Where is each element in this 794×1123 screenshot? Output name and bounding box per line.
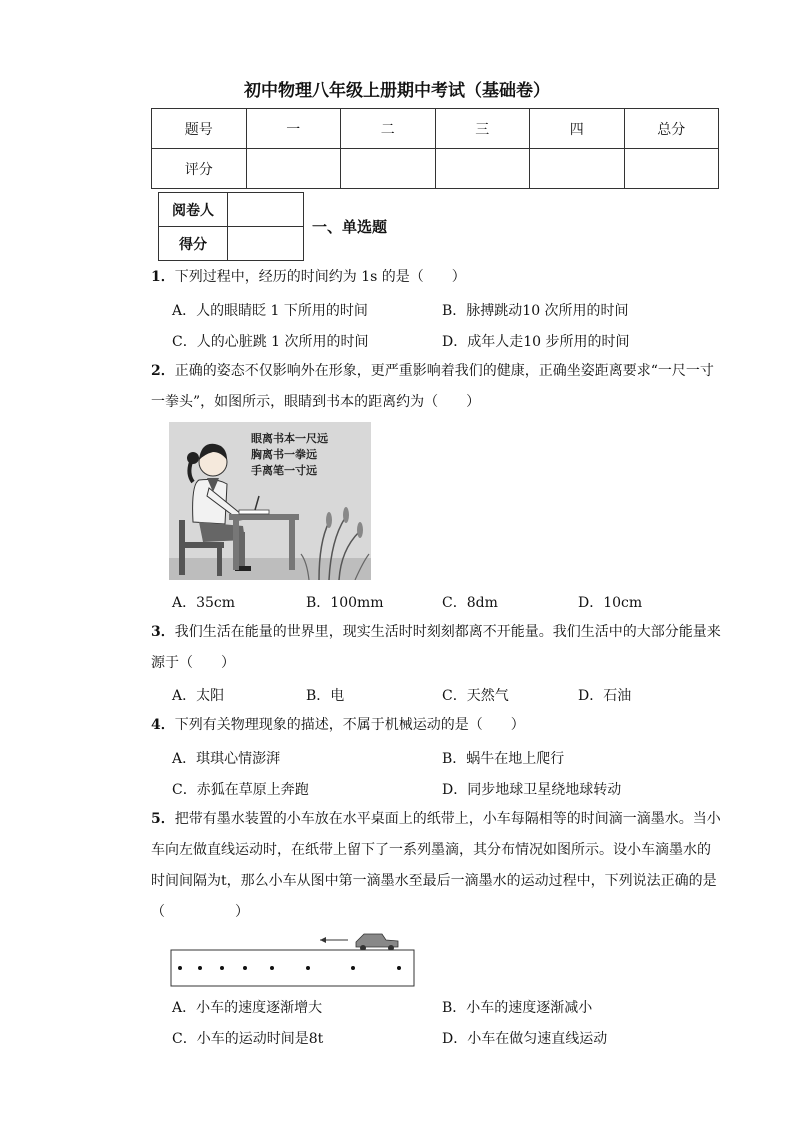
question-3 — [151, 617, 721, 679]
question-4 — [151, 710, 721, 741]
question-1 — [151, 262, 721, 293]
question-5 — [151, 804, 721, 928]
score-header-cell: 三 — [435, 109, 530, 149]
option-c: C．天然气 — [442, 688, 509, 704]
option-b: B．小车的速度逐渐减小 — [442, 1000, 593, 1016]
score-row-label: 评分 — [152, 149, 247, 189]
question-stem: 我们生活在能量的世界里，现实生活时时刻刻都离不开能量。我们生活中的大部分能量来源于（ ） — [151, 624, 721, 671]
question-number: 1． — [151, 269, 175, 285]
score-table-score-row — [152, 149, 719, 189]
question-number: 3． — [151, 624, 175, 640]
question-number: 2． — [151, 363, 175, 379]
score-cell — [246, 149, 341, 189]
option-a: A．35cm — [172, 595, 236, 611]
option-b: B．电 — [306, 688, 345, 704]
ink-tape-figure — [170, 930, 415, 988]
score-header-cell: 题号 — [152, 109, 247, 149]
question-stem: 下列有关物理现象的描述，不属于机械运动的是（ ） — [174, 717, 525, 733]
question-stem: 下列过程中，经历的时间约为 1s 的是（ ） — [174, 269, 466, 285]
option-c: C．人的心脏跳 1 次所用的时间 — [172, 334, 369, 350]
reviewer-label: 阅卷人 — [159, 193, 228, 227]
option-d: D．同步地球卫星绕地球转动 — [442, 782, 622, 798]
option-b: B．100mm — [306, 595, 384, 611]
option-b: B．蜗牛在地上爬行 — [442, 751, 565, 767]
option-a: A．人的眼睛眨 1 下所用的时间 — [172, 303, 368, 319]
option-a: A．太阳 — [172, 688, 225, 704]
option-c: C．8dm — [442, 595, 498, 611]
option-d: D．10cm — [578, 595, 643, 611]
score-table — [151, 108, 719, 189]
score-cell — [530, 149, 625, 189]
question-2 — [151, 356, 721, 418]
posture-figure — [169, 422, 371, 580]
option-d: D．小车在做匀速直线运动 — [442, 1031, 608, 1047]
score-header-cell: 总分 — [624, 109, 719, 149]
score-table-header-row — [152, 109, 719, 149]
score-cell — [341, 149, 436, 189]
score-cell — [435, 149, 530, 189]
score-header-cell: 四 — [530, 109, 625, 149]
figure-caption-line: 眼离书本一尺远 — [251, 432, 328, 445]
option-d: D．成年人走10 步所用的时间 — [442, 334, 630, 350]
option-d: D．石油 — [578, 688, 632, 704]
score-header-cell: 一 — [246, 109, 341, 149]
question-stem: 把带有墨水装置的小车放在水平桌面上的纸带上，小车每隔相等的时间滴一滴墨水。当小车向左做直线运动时，在纸带上留下了一系列墨滴，其分布情况如图所示。设小车滴墨水的时间间隔为t，那么小车从图中第一滴墨水至最后一滴墨水的运动过程中，下列说法正确的是（ ） — [151, 811, 721, 920]
figure-caption-line: 手离笔一寸远 — [251, 464, 317, 477]
score-cell — [624, 149, 719, 189]
page-title: 初中物理八年级上册期中考试（基础卷） — [244, 81, 550, 101]
question-number: 4． — [151, 717, 175, 733]
score-header-cell: 二 — [341, 109, 436, 149]
left-arrow-icon — [320, 937, 326, 943]
question-number: 5． — [151, 811, 175, 827]
car-icon — [356, 934, 398, 951]
option-b: B．脉搏跳动10 次所用的时间 — [442, 303, 629, 319]
reviewer-score-cell — [228, 227, 304, 261]
reviewer-score-label: 得分 — [159, 227, 228, 261]
reviewer-cell — [228, 193, 304, 227]
figure-caption-line: 胸离书一拳远 — [251, 448, 317, 461]
reviewer-table — [158, 192, 304, 261]
question-stem: 正确的姿态不仅影响外在形象，更严重影响着我们的健康，正确坐姿距离要求“一尺一寸一拳头”，如图所示，眼睛到书本的距离约为（ ） — [151, 363, 714, 410]
section-title: 一、单选题 — [312, 218, 388, 236]
option-a: A．琪琪心情澎湃 — [172, 751, 281, 767]
option-a: A．小车的速度逐渐增大 — [172, 1000, 323, 1016]
option-c: C．赤狐在草原上奔跑 — [172, 782, 309, 798]
option-c: C．小车的运动时间是8t — [172, 1031, 324, 1047]
